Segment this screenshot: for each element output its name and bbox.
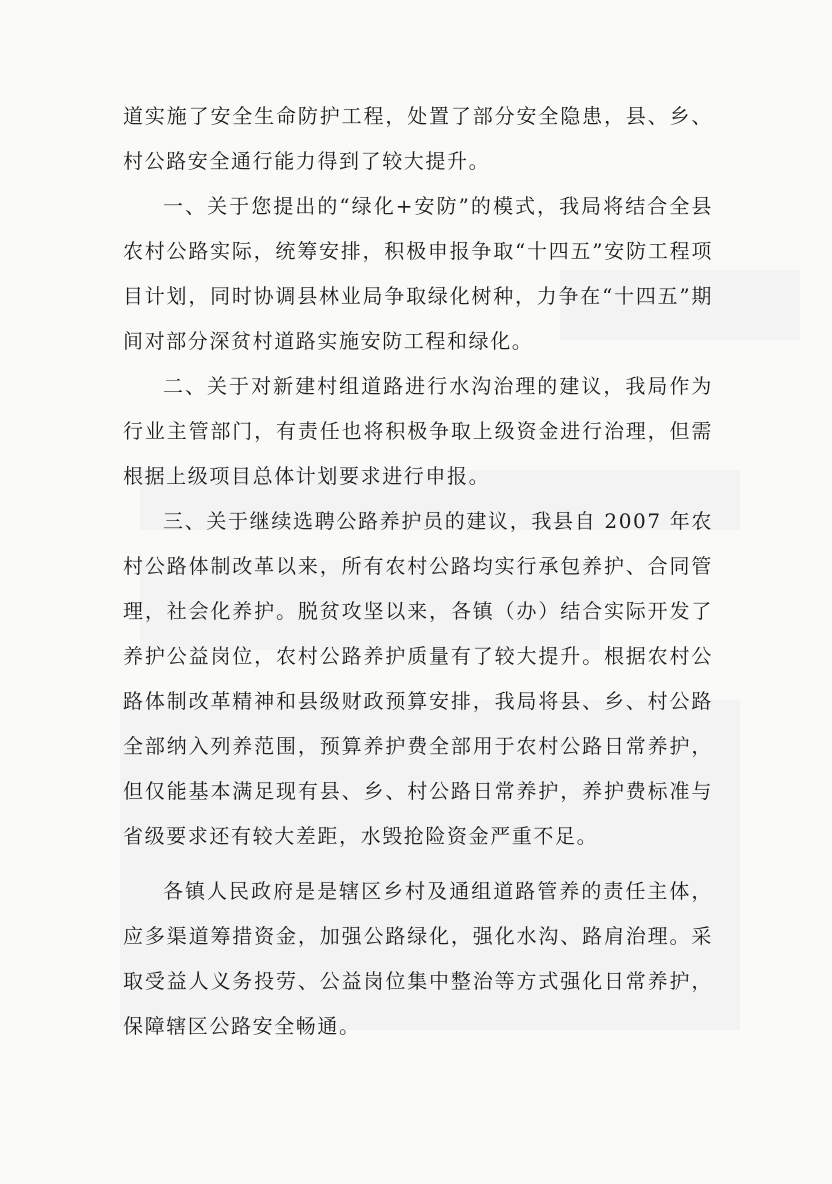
paragraph-road-maintainers: 三、关于继续选聘公路养护员的建议，我县自 2007 年农村公路体制改革以来，所有农村公路均实行承包养护、合同管理，社会化养护。脱贫攻坚以来，各镇（办）结合实际开发了养护公益岗位，农村公路养护质量有了较大提升。根据农村公路体制改革精神和县级财政预算安排，我局将县、乡、村公路全部纳入列养范围，预算养护费全部用于农村公路日常养护，但仅能基本满足现有县、乡、村公路日常养护，养护费标准与省级要求还有较大差距，水毁抢险资金严重不足。 <box>123 509 713 848</box>
paragraph-continued: 道实施了安全生命防护工程，处置了部分安全隐患，县、乡、村公路安全通行能力得到了较大提升。 <box>123 104 713 173</box>
paragraph-greening-safety: 一、关于您提出的“绿化+安防”的模式，我局将结合全县农村公路实际，统筹安排，积极申报争取“十四五”安防工程项目计划，同时协调县林业局争取绿化树种，力争在“十四五”期间对部分深贫村道路实施安防工程和绿化。 <box>123 194 713 353</box>
paragraph-ditch-treatment: 二、关于对新建村组道路进行水沟治理的建议，我局作为行业主管部门，有责任也将积极争取上级资金进行治理，但需根据上级项目总体计划要求进行申报。 <box>123 374 713 488</box>
letter-body <box>123 94 713 1049</box>
paragraph-town-responsibility: 各镇人民政府是是辖区乡村及通组道路管养的责任主体，应多渠道筹措资金，加强公路绿化，强化水沟、路肩治理。采取受益人义务投劳、公益岗位集中整治等方式强化日常养护，保障辖区公路安全畅通。 <box>123 879 713 1038</box>
